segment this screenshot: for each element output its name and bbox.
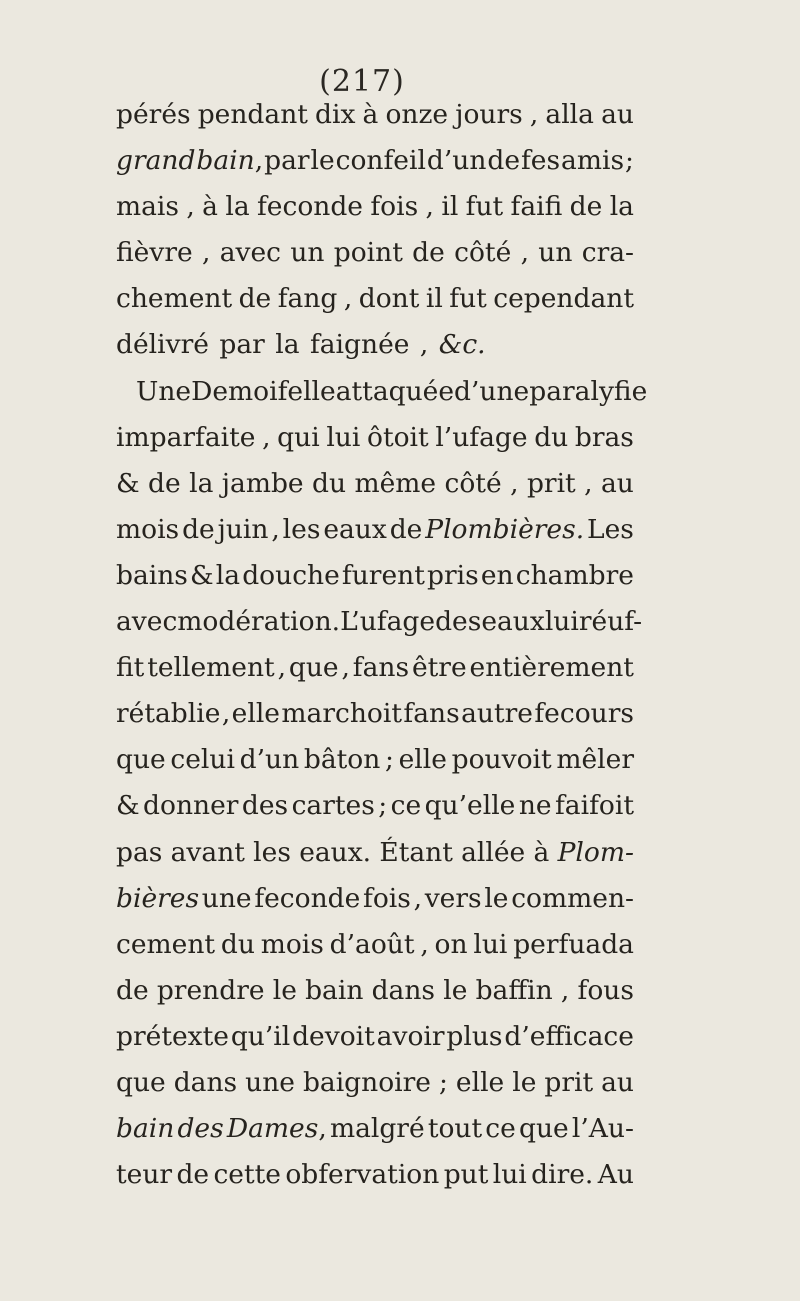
word: des: [177, 1113, 224, 1145]
word: ,: [343, 283, 353, 315]
word: délivré: [116, 329, 209, 361]
text-line: [116, 461, 634, 507]
word: côté: [444, 467, 502, 499]
word: au: [601, 1066, 634, 1098]
word: mêler: [556, 744, 634, 776]
word: jambe: [221, 467, 304, 499]
word: de: [569, 191, 603, 223]
word: Plom-: [557, 836, 634, 868]
word: elle: [398, 744, 447, 776]
word: l’Au-: [571, 1113, 634, 1145]
text-line: [116, 1106, 634, 1152]
word: put: [443, 1159, 489, 1191]
word: des: [435, 606, 482, 638]
word: ,: [560, 974, 570, 1006]
word: pas: [116, 836, 163, 868]
text-line: [116, 691, 634, 737]
word: avant: [170, 836, 245, 868]
word: dans: [173, 1066, 238, 1098]
word: fit: [116, 652, 145, 684]
word: ;: [378, 790, 388, 822]
word: Demoifelle: [191, 375, 336, 407]
text-line: [116, 138, 634, 184]
word: ,: [277, 652, 287, 684]
word: fièvre: [116, 237, 193, 269]
word: plus: [446, 1020, 503, 1052]
word: par: [219, 329, 265, 361]
word: d’août: [329, 928, 415, 960]
word: ,: [221, 698, 231, 730]
word: cartes: [291, 790, 375, 822]
word: d’une: [454, 375, 530, 407]
word: fut: [449, 283, 487, 315]
word: lui: [473, 928, 508, 960]
word: imparfaite: [116, 421, 256, 453]
word: que: [288, 652, 339, 684]
word: confeil: [335, 145, 426, 177]
word: ,: [271, 513, 280, 545]
word: dans: [371, 974, 436, 1006]
word: Dames,: [226, 1113, 327, 1145]
word: Les: [587, 513, 634, 545]
word: celui: [170, 744, 235, 776]
word: du: [220, 928, 255, 960]
word: d’un: [426, 145, 487, 177]
text-line: [116, 1014, 634, 1060]
word: mois: [260, 928, 324, 960]
word: le: [484, 882, 509, 914]
word: prit: [526, 467, 576, 499]
word: de: [487, 145, 521, 177]
word: pris: [427, 559, 479, 591]
word: les: [282, 513, 321, 545]
word: Au: [597, 1159, 634, 1191]
text-line: [116, 322, 634, 368]
word: il: [441, 191, 459, 223]
word: bains: [116, 559, 188, 591]
word: eaux: [481, 606, 545, 638]
word: Étant: [379, 836, 453, 868]
word: chambre: [515, 559, 634, 591]
word: tout: [427, 1113, 483, 1145]
word: réuf-: [578, 606, 643, 638]
word: pérés: [116, 99, 191, 130]
word: fans: [403, 698, 460, 730]
word: une: [245, 1066, 295, 1098]
word: ,: [584, 467, 593, 499]
word: au: [600, 467, 634, 499]
word: la: [609, 191, 634, 223]
word: cette: [213, 1159, 281, 1191]
word: cependant: [493, 283, 634, 315]
word: mois: [116, 513, 180, 545]
word: jours: [455, 99, 523, 130]
word: prendre: [156, 974, 265, 1006]
word: des: [241, 790, 289, 822]
word: fans: [352, 652, 410, 684]
word: l’ufage: [435, 421, 528, 453]
word: fes: [521, 145, 561, 177]
word: fois: [363, 882, 411, 914]
word: dire.: [531, 1159, 594, 1191]
word: fecours: [534, 698, 634, 730]
text-line: [116, 415, 634, 461]
word: autre: [461, 698, 533, 730]
word: eaux.: [299, 836, 372, 868]
word: chement: [116, 283, 233, 315]
word: lui: [544, 606, 579, 638]
body-text: [116, 92, 648, 1198]
word: pendant: [197, 99, 308, 130]
word: paralyfie: [529, 375, 648, 407]
word: la: [189, 467, 214, 499]
word: furent: [341, 559, 425, 591]
word: &c.: [438, 329, 486, 361]
text-line: [116, 369, 648, 415]
word: les: [253, 836, 291, 868]
word: côté: [454, 237, 512, 269]
word: de: [182, 513, 215, 545]
word: de: [148, 467, 181, 499]
word: du: [534, 421, 569, 453]
word: prétexte: [116, 1020, 229, 1052]
word: par: [264, 145, 310, 177]
word: faignée: [309, 329, 410, 361]
word: elle: [455, 1066, 505, 1098]
word: ,: [520, 237, 529, 269]
word: qu’elle: [424, 790, 516, 822]
word: rétablie: [116, 698, 221, 730]
word: baignoire: [302, 1066, 431, 1098]
text-line: [116, 783, 634, 829]
text-line: [116, 1060, 634, 1106]
word: au: [601, 99, 634, 130]
word: à: [362, 99, 379, 130]
word: lui: [326, 421, 361, 453]
word: qui: [277, 421, 320, 453]
word: juin: [217, 513, 269, 545]
word: ;: [384, 744, 394, 776]
word: cement: [116, 928, 216, 960]
word: la: [215, 559, 241, 591]
word: une: [201, 882, 252, 914]
word: faifi: [510, 191, 563, 223]
word: pouvoit: [451, 744, 552, 776]
word: la: [275, 329, 300, 361]
word: à: [202, 191, 218, 223]
word: de: [238, 283, 272, 315]
word: en: [480, 559, 514, 591]
word: obfervation: [285, 1159, 440, 1191]
word: dix: [315, 99, 356, 130]
word: amis: [561, 145, 625, 177]
word: lui: [492, 1159, 527, 1191]
word: ôtoit: [367, 421, 429, 453]
word: bain: [305, 974, 364, 1006]
word: ;: [625, 145, 634, 177]
text-line: [116, 830, 634, 876]
text-line: [116, 645, 634, 691]
word: bras: [574, 421, 634, 453]
word: marchoit: [281, 698, 402, 730]
word: ,: [262, 421, 271, 453]
word: à: [533, 836, 550, 868]
word: perfuada: [513, 928, 634, 960]
word: ,: [419, 329, 429, 361]
word: elle: [231, 698, 280, 730]
word: qu’il: [230, 1020, 291, 1052]
word: ce: [485, 1113, 516, 1145]
word: le: [512, 1066, 537, 1098]
word: vers: [424, 882, 482, 914]
word: ,: [413, 882, 422, 914]
word: grand: [116, 145, 196, 177]
word: malgré: [329, 1113, 425, 1145]
word: dont: [358, 283, 420, 315]
word: Plombières.: [425, 513, 585, 545]
text-line: [116, 92, 634, 138]
word: ,: [510, 467, 519, 499]
word: ;: [438, 1066, 448, 1098]
word: entièrement: [469, 652, 634, 684]
word: le: [272, 974, 297, 1006]
word: &: [116, 467, 140, 499]
word: mais: [116, 191, 180, 223]
word: baffin: [475, 974, 553, 1006]
word: de: [412, 237, 445, 269]
word: que: [116, 744, 166, 776]
word: du: [312, 467, 347, 499]
word: &: [116, 790, 140, 822]
word: ce: [390, 790, 422, 822]
word: teur: [116, 1159, 173, 1191]
word: allée: [461, 836, 526, 868]
text-line: [116, 230, 634, 276]
word: &: [190, 559, 214, 591]
word: la: [225, 191, 250, 223]
word: bâton: [303, 744, 381, 776]
word: ne: [518, 790, 552, 822]
word: ,: [201, 237, 211, 269]
word: d’efficace: [504, 1020, 634, 1052]
text-line: [116, 1152, 634, 1198]
text-line: [116, 876, 634, 922]
text-line: [116, 184, 634, 230]
word: faifoit: [555, 790, 634, 822]
word: être: [411, 652, 467, 684]
word: bières: [116, 882, 200, 914]
word: fois: [370, 191, 419, 223]
word: de: [176, 1159, 210, 1191]
word: bain,: [196, 145, 264, 177]
word: un: [538, 237, 573, 269]
word: commen-: [511, 882, 634, 914]
text-line: [116, 553, 634, 599]
word: un: [290, 237, 325, 269]
word: le: [310, 145, 335, 177]
word: devoit: [292, 1020, 375, 1052]
word: avec: [219, 237, 282, 269]
word: point: [333, 237, 403, 269]
word: fut: [465, 191, 504, 223]
word: alla: [545, 99, 594, 130]
word: de: [116, 974, 149, 1006]
word: on: [434, 928, 468, 960]
text-line: [116, 968, 634, 1014]
word: ,: [425, 191, 434, 223]
word: que: [518, 1113, 569, 1145]
text-line: [116, 922, 634, 968]
word: ,: [341, 652, 350, 684]
word: modération.: [177, 606, 341, 638]
text-line: [116, 599, 643, 645]
word: tellement: [147, 652, 275, 684]
page-number: (217): [319, 64, 405, 99]
word: cra-: [581, 237, 634, 269]
word: même: [354, 467, 437, 499]
word: fous: [577, 974, 634, 1006]
word: douche: [242, 559, 340, 591]
word: d’un: [239, 744, 300, 776]
word: eaux: [323, 513, 387, 545]
word: feconde: [254, 882, 361, 914]
word: le: [443, 974, 468, 1006]
word: fang: [277, 283, 338, 315]
word: que: [116, 1066, 166, 1098]
word: ,: [420, 928, 429, 960]
text-line: [116, 737, 634, 783]
word: ,: [186, 191, 195, 223]
text-line: [116, 507, 634, 553]
word: avoir: [376, 1020, 445, 1052]
word: prit: [544, 1066, 594, 1098]
word: de: [389, 513, 423, 545]
text-line: [116, 276, 634, 322]
word: Une: [136, 375, 192, 407]
word: attaquée: [335, 375, 455, 407]
word: il: [425, 283, 443, 315]
word: feconde: [256, 191, 363, 223]
word: ,: [529, 99, 539, 130]
word: L’ufage: [340, 606, 436, 638]
word: avec: [116, 606, 178, 638]
word: onze: [385, 99, 449, 130]
word: donner: [143, 790, 239, 822]
word: bain: [116, 1113, 175, 1145]
